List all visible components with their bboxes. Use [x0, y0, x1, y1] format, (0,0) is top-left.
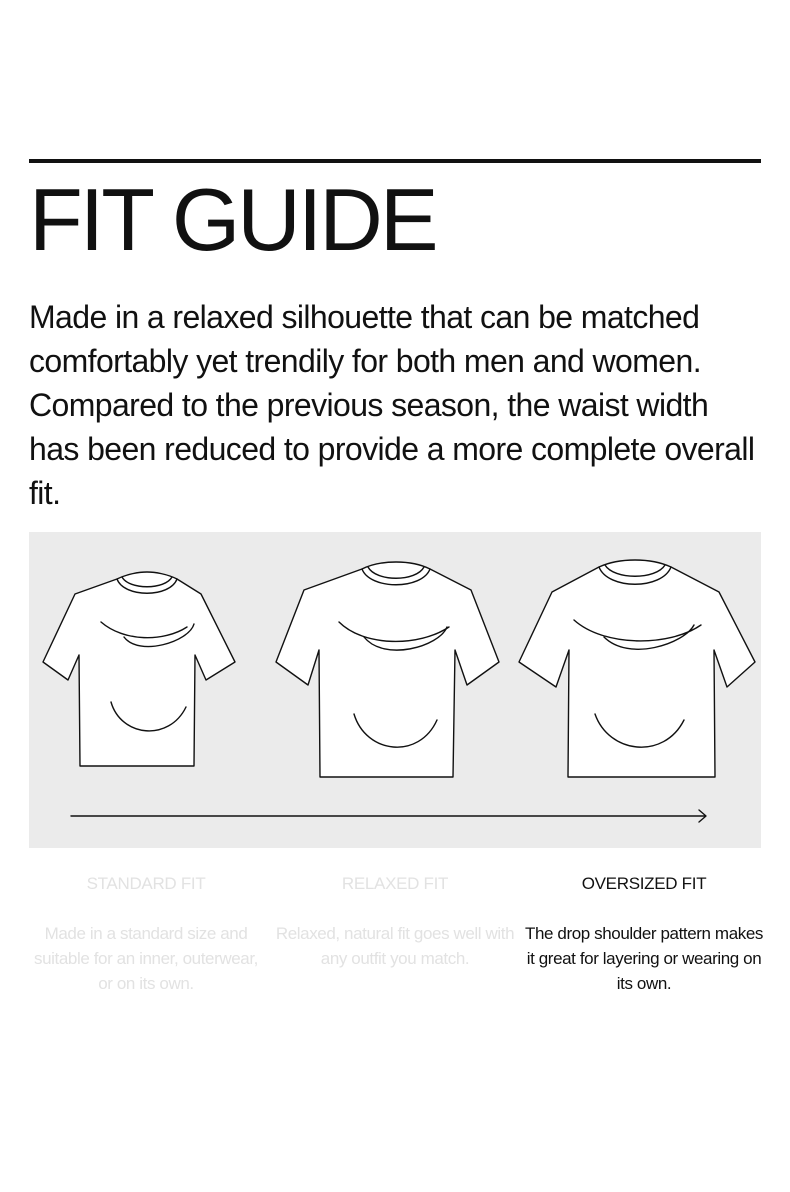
fit-column-relaxed [275, 873, 515, 971]
fit-name: RELAXED FIT [341, 874, 449, 893]
fit-illustration-panel [29, 532, 761, 848]
arrow-right-icon [71, 810, 706, 822]
intro-paragraph: Made in a relaxed silhouette that can be matched comfortably yet trendily for both men and women. Compared to the previous season, the waist width has been reduced to provide a more complete overall fit. [29, 299, 755, 511]
standard-tshirt-icon [43, 572, 235, 766]
fit-description: Relaxed, natural fit goes well with any outfit you match. [275, 924, 515, 968]
fit-name: OVERSIZED FIT [581, 874, 707, 893]
fit-column-oversized [524, 873, 764, 996]
page-title: FIT GUIDE [29, 170, 436, 269]
relaxed-tshirt-icon [276, 562, 499, 777]
fit-description: Made in a standard size and suitable for an inner, outerwear, or on its own. [33, 924, 258, 993]
top-divider [29, 159, 761, 163]
oversized-tshirt-icon [519, 560, 755, 777]
fit-name: STANDARD FIT [86, 874, 206, 893]
fit-description: The drop shoulder pattern makes it great for layering or wearing on its own. [524, 924, 764, 993]
fit-column-standard [26, 873, 266, 996]
